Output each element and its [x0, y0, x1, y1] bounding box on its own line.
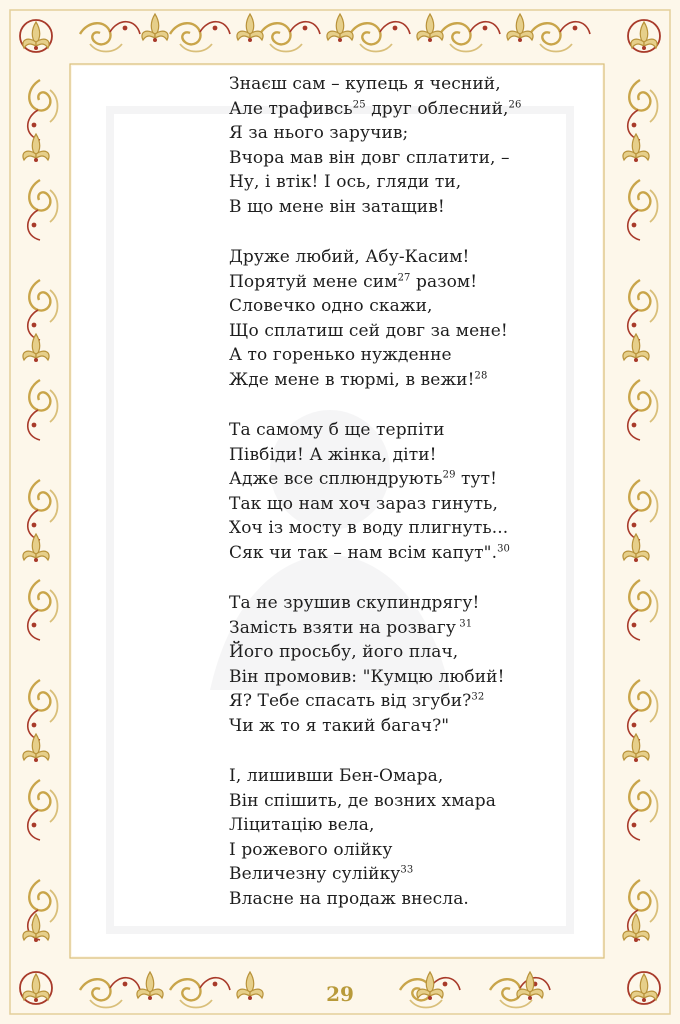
- line-text: Ліцитацію вела,: [229, 815, 375, 835]
- poem-line: [229, 492, 559, 517]
- poem-line: [229, 245, 559, 270]
- poem-line: [229, 121, 559, 146]
- poem-line: [229, 541, 559, 566]
- stanza: [229, 72, 559, 219]
- line-text: Він промовив: "Кумцю любий!: [229, 666, 505, 687]
- line-text: Замість взяти на розвагу: [229, 617, 456, 638]
- line-text: тут!: [455, 469, 498, 489]
- poem-line: [229, 270, 559, 295]
- poem-line: [229, 195, 559, 220]
- line-text: друг облесний,: [365, 98, 509, 119]
- poem-line: [229, 516, 559, 541]
- footnote-marker: 28: [474, 369, 488, 381]
- line-text: Друже любий, Абу-Касим!: [229, 247, 470, 267]
- line-text: І рожевого олійку: [229, 839, 393, 860]
- poem-line: [229, 862, 559, 887]
- poem-line: [229, 764, 559, 789]
- footnote-marker: 30: [497, 542, 511, 554]
- stanza: [229, 591, 559, 738]
- footnote-marker: 27: [397, 271, 411, 283]
- line-text: Знаєш сам – купець я чесний,: [229, 74, 501, 94]
- line-text: Адже все сплюндрують: [229, 469, 443, 489]
- poem-line: [229, 319, 559, 344]
- poem-line: [229, 689, 559, 714]
- poem-line: [229, 170, 559, 195]
- line-text: Я? Тебе спасать від згуби?: [229, 691, 472, 711]
- footnote-marker: 32: [471, 691, 485, 703]
- line-text: Його просьбу, його плач,: [229, 642, 459, 662]
- poem-line: [229, 97, 559, 122]
- poem-text: [229, 72, 559, 937]
- stanza: [229, 418, 559, 565]
- line-text: Я за нього заручив;: [229, 123, 409, 143]
- line-text: Власне на продаж внесла.: [229, 888, 469, 909]
- line-text: Але трафивсь: [229, 98, 353, 119]
- poem-line: [229, 838, 559, 863]
- poem-line: [229, 591, 559, 616]
- line-text: А то горенько нужденне: [229, 345, 452, 365]
- line-text: Порятуй мене сим: [229, 271, 398, 292]
- line-text: І, лишивши Бен-Омара,: [229, 766, 444, 786]
- stanza: [229, 245, 559, 392]
- poem-line: [229, 343, 559, 368]
- line-text: Хоч із мосту в воду плигнуть...: [229, 518, 509, 538]
- line-text: Величезну сулійку: [229, 864, 401, 884]
- poem-line: [229, 368, 559, 393]
- footnote-marker: 26: [508, 98, 522, 110]
- page-number: 29: [326, 982, 354, 1006]
- line-text: В що мене він затащив!: [229, 196, 445, 217]
- footnote-marker: 33: [400, 864, 414, 876]
- line-text: Так що нам хоч зараз гинуть,: [229, 493, 499, 514]
- footnote-marker: 29: [442, 469, 456, 481]
- poem-line: [229, 640, 559, 665]
- poem-line: [229, 789, 559, 814]
- poem-line: [229, 616, 559, 641]
- poem-line: [229, 467, 559, 492]
- line-text: Та самому б ще терпіти: [229, 420, 445, 440]
- footnote-marker: 25: [352, 98, 366, 110]
- poem-line: [229, 146, 559, 171]
- poem-line: [229, 887, 559, 912]
- line-text: Ну, і втік! І ось, гляди ти,: [229, 172, 462, 192]
- line-text: Словечко одно скажи,: [229, 296, 433, 316]
- line-text: разом!: [410, 271, 478, 292]
- line-text: Вчора мав він довг сплатити, –: [229, 147, 510, 168]
- poem-line: [229, 294, 559, 319]
- footnote-marker: 31: [455, 617, 473, 629]
- line-text: Він спішить, де возних хмара: [229, 790, 496, 811]
- line-text: Чи ж то я такий багач?": [229, 715, 450, 736]
- poem-line: [229, 443, 559, 468]
- line-text: Та не зрушив скупиндрягу!: [229, 593, 480, 613]
- line-text: Півбіди! А жінка, діти!: [229, 444, 437, 465]
- line-text: Сяк чи так – нам всім капут".: [229, 542, 498, 563]
- poem-line: [229, 813, 559, 838]
- poem-line: [229, 418, 559, 443]
- stanza: [229, 764, 559, 911]
- poem-line: [229, 72, 559, 97]
- line-text: Що сплатиш сей довг за мене!: [229, 320, 508, 341]
- poem-line: [229, 665, 559, 690]
- line-text: Жде мене в тюрмі, в вежи!: [229, 369, 475, 390]
- poem-line: [229, 714, 559, 739]
